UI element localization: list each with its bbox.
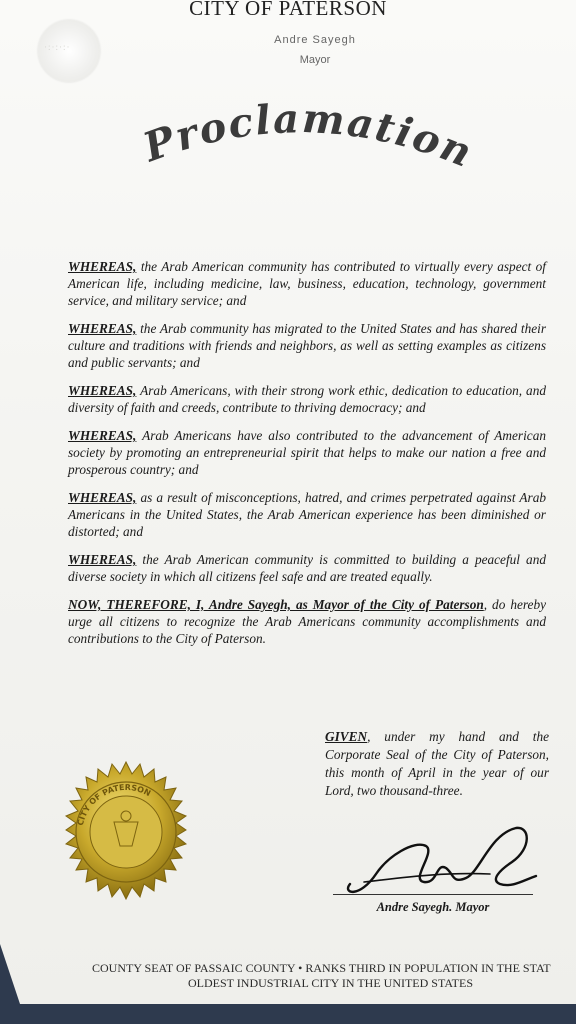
clause-paragraph	[68, 320, 546, 371]
resolution-keyword: NOW, THEREFORE, I, Andre Sayegh, as Mayor of the City of Paterson	[68, 597, 484, 612]
clause-text: the Arab community has migrated to the United States and has shared their culture and traditions with friends and neighbors, as well as setting examples as citizens and public servants; and	[68, 321, 546, 370]
clause-paragraph	[68, 427, 546, 478]
proclamation-title	[130, 100, 490, 190]
resolution-paragraph	[68, 596, 546, 647]
embossed-seal-icon: ·:·:·:·	[38, 20, 100, 82]
clause-text: the Arab American community has contributed to virtually every aspect of American life, including medicine, law, business, education, technology, government service, and military service; and	[68, 259, 546, 308]
clause-text: Arab Americans, with their strong work ethic, dedication to education, and diversity of faith and creeds, contribute to thriving democracy; and	[68, 383, 546, 415]
proclamation-title-text: Proclamation	[137, 100, 480, 178]
given-block	[325, 728, 549, 800]
paper-corner	[0, 944, 20, 1004]
clause-keyword: WHEREAS,	[68, 428, 137, 443]
seal-text: CITY OF PATERSON	[75, 782, 153, 827]
clause-paragraph	[68, 258, 546, 309]
mayor-signature	[340, 822, 540, 898]
clause-keyword: WHEREAS,	[68, 259, 137, 274]
mayor-title: Mayor	[299, 54, 331, 66]
given-keyword: GIVEN	[325, 729, 368, 744]
clause-paragraph	[68, 382, 546, 416]
given-text: , under my hand and the Corporate Seal of the City of Paterson, this month of April in the year of our Lord, two thousand-three.	[325, 729, 549, 798]
mayor-name: Andre Sayegh	[274, 34, 356, 46]
svg-text:Proclamation	[136, 100, 479, 177]
proclamation-body	[68, 258, 546, 658]
city-heading: CITY OF PATERSON	[189, 0, 387, 20]
clause-text: the Arab American community is committed to building a peaceful and diverse society in which all citizens feel safe and are treated equally.	[68, 552, 546, 584]
clause-paragraph	[68, 551, 546, 585]
signature-line	[333, 894, 533, 895]
footer-line-2: OLDEST INDUSTRIAL CITY IN THE UNITED STATES	[188, 976, 474, 990]
clause-text: as a result of misconceptions, hatred, and crimes perpetrated against Arab Americans in the United States, the Arab American experience has been diminished or distorted; and	[68, 490, 546, 539]
clause-keyword: WHEREAS,	[68, 490, 137, 505]
clause-keyword: WHEREAS,	[68, 552, 137, 567]
clause-paragraph	[68, 489, 546, 540]
clause-keyword: WHEREAS,	[68, 383, 137, 398]
clause-keyword: WHEREAS,	[68, 321, 137, 336]
resolution-text: , do hereby urge all citizens to recognize the Arab Americans community accomplishments and contributions to the City of Paterson.	[68, 597, 546, 646]
footer-line-1: COUNTY SEAT OF PASSAIC COUNTY • RANKS THIRD IN POPULATION IN THE STAT	[92, 961, 551, 975]
gold-seal-icon	[52, 760, 200, 908]
clause-text: Arab Americans have also contributed to the advancement of American society by promoting an entrepreneurial spirit that helps to make our nation a free and prosperous country; and	[68, 428, 546, 477]
signature-caption: Andre Sayegh. Mayor	[376, 900, 490, 914]
